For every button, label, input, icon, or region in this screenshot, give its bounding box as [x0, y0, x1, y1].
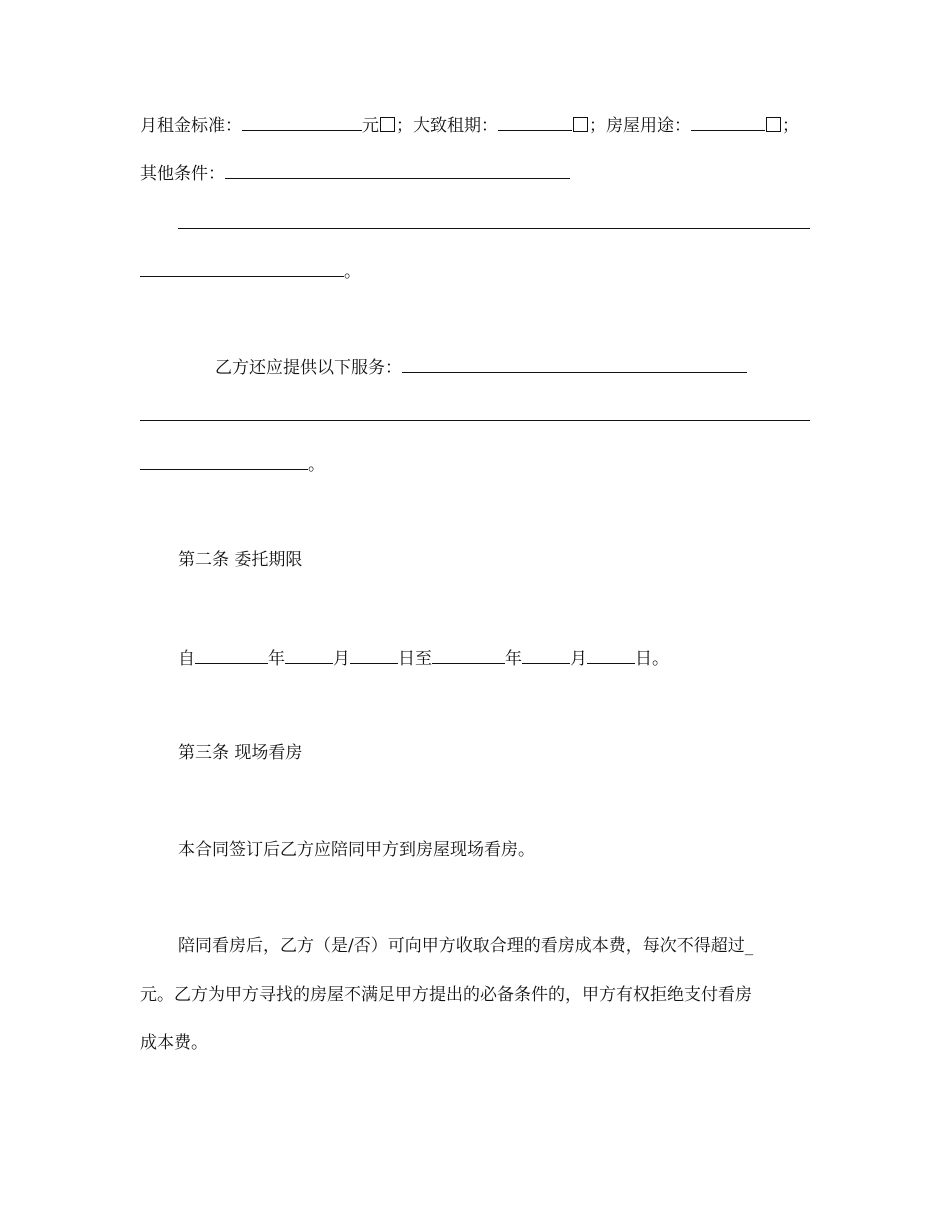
entrust-period-line: [178, 646, 810, 671]
article-3-paragraph-2-line-1: 陪同看房后，乙方（是/否）可向甲方收取合理的看房成本费，每次不得超过_: [178, 936, 754, 956]
article-3-paragraph-2-line-3: 成本费。: [140, 1033, 208, 1053]
lease-term-blank: [498, 113, 572, 131]
other-conditions-blank: [225, 161, 570, 179]
day-to-label: 日至: [398, 649, 432, 669]
services-line: [215, 355, 810, 380]
article-3-heading: 第三条 现场看房: [178, 743, 303, 763]
end-month-blank: [522, 646, 570, 664]
services-period: 。: [308, 455, 325, 475]
day-end-label: 日。: [635, 649, 669, 669]
month2-label: 月: [570, 649, 587, 669]
rent-terms-line: [140, 113, 810, 138]
rent-label: 月租金标准：: [140, 116, 242, 136]
other-conditions-blank-2: [140, 259, 344, 277]
line1-end: ；: [782, 116, 799, 136]
start-month-blank: [285, 646, 333, 664]
services-blank-2: [140, 452, 308, 470]
checkbox-lease-term: [573, 117, 588, 132]
lease-term-label: ；大致租期：: [396, 116, 498, 136]
article-3-paragraph-2-line-2: 元。乙方为甲方寻找的房屋不满足甲方提出的必备条件的，甲方有权拒绝支付看房: [140, 985, 752, 1005]
start-day-blank: [350, 646, 398, 664]
services-underline: [140, 420, 810, 421]
other-conditions-line: [140, 161, 810, 186]
yuan-unit: 元: [362, 116, 379, 136]
services-line-end: [140, 452, 810, 477]
checkbox-usage: [766, 117, 781, 132]
year2-label: 年: [505, 649, 522, 669]
month-label: 月: [333, 649, 350, 669]
other-conditions-label: 其他条件：: [140, 164, 225, 184]
usage-label: ；房屋用途：: [589, 116, 691, 136]
checkbox-rent: [380, 117, 395, 132]
usage-blank: [691, 113, 765, 131]
rent-blank: [242, 113, 362, 131]
end-day-blank: [587, 646, 635, 664]
end-year-blank: [432, 646, 505, 664]
year-label: 年: [268, 649, 285, 669]
article-2-heading: 第二条 委托期限: [178, 550, 303, 570]
other-conditions-underline-1: [178, 228, 810, 229]
services-blank: [402, 355, 747, 373]
article-3-paragraph-1: 本合同签订后乙方应陪同甲方到房屋现场看房。: [178, 840, 535, 860]
start-year-blank: [195, 646, 268, 664]
services-label: 乙方还应提供以下服务：: [215, 358, 402, 378]
period-mark: 。: [344, 262, 361, 282]
other-conditions-line-end: [140, 259, 810, 284]
from-label: 自: [178, 649, 195, 669]
